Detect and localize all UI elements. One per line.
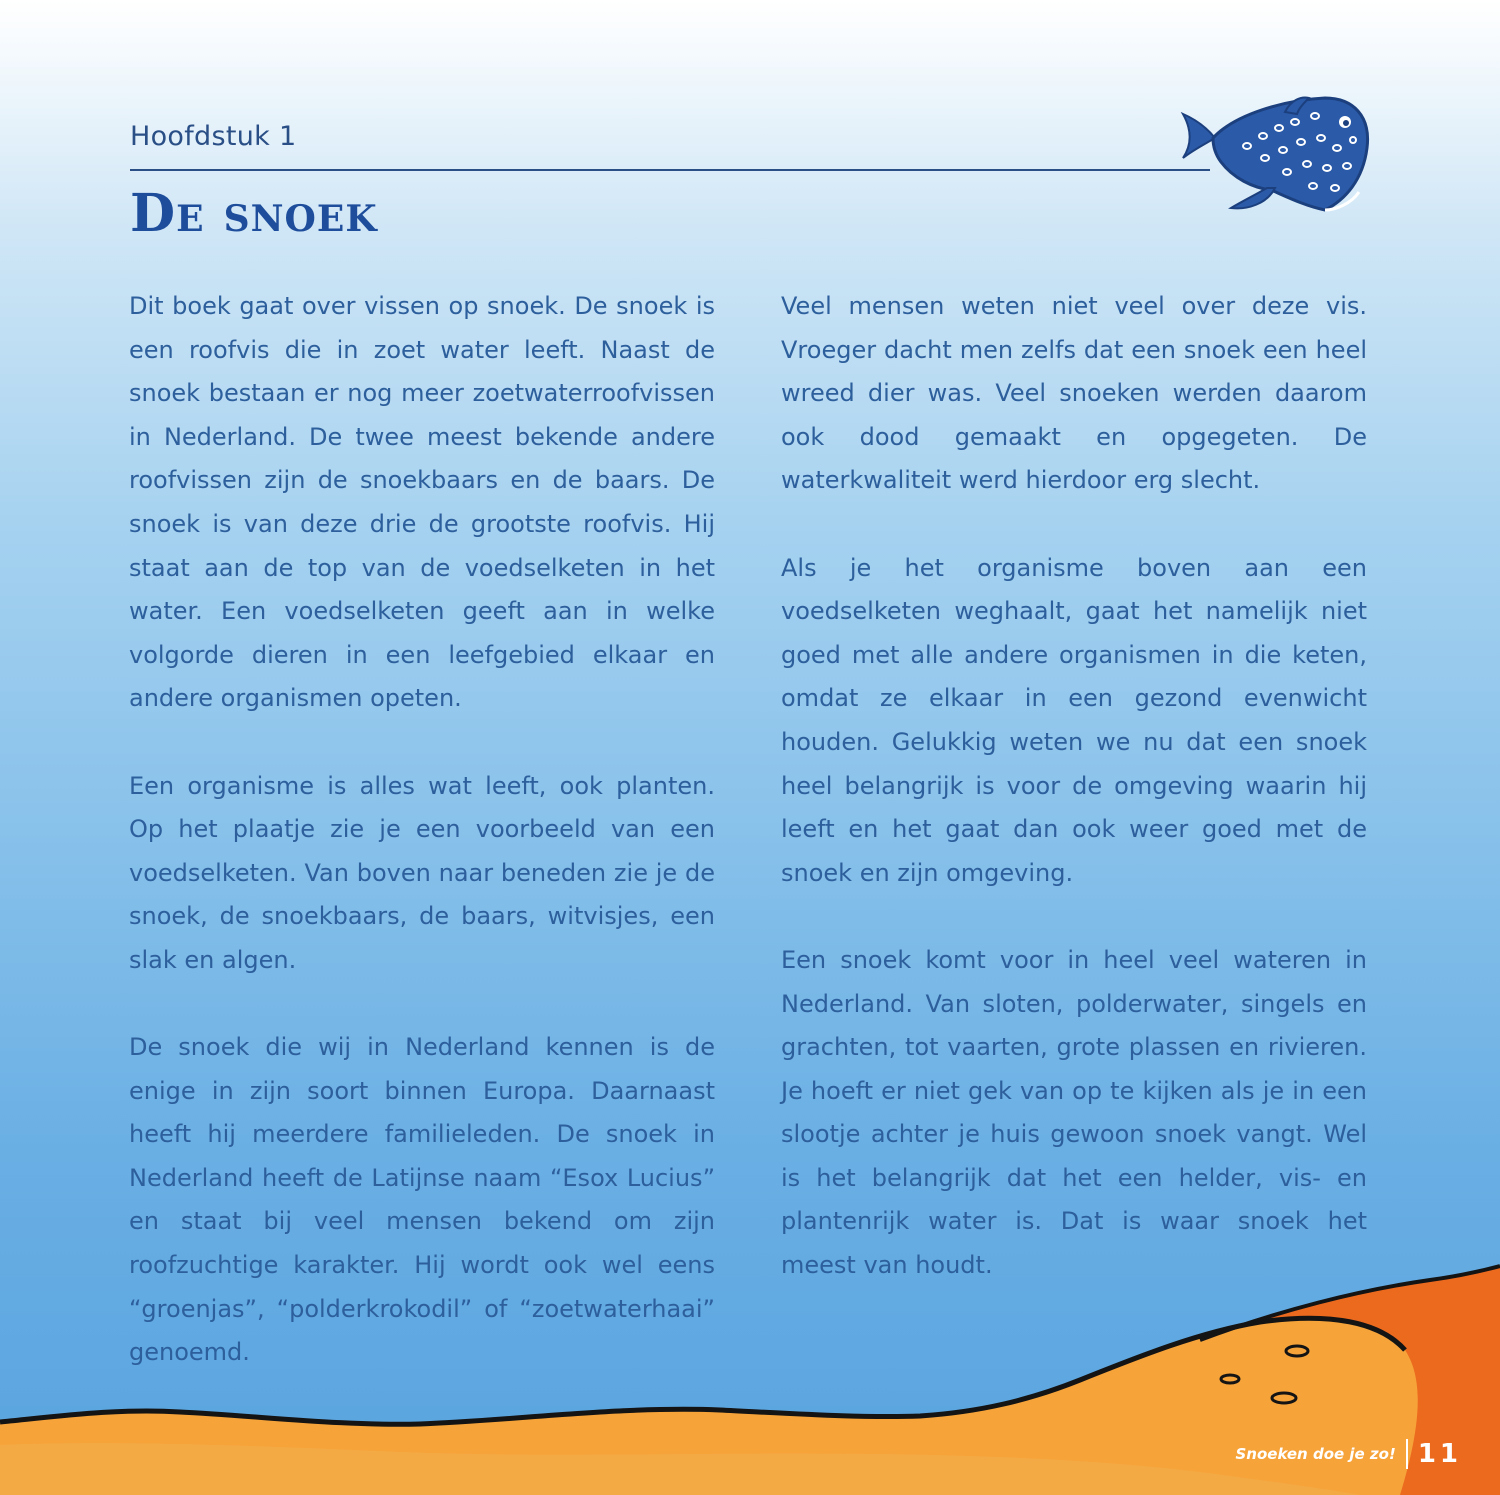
header-rule: [130, 169, 1210, 171]
paragraph: Een snoek komt voor in heel veel wateren in Nederland. Van sloten, polderwater, singels en grachten, tot vaarten, grote plassen en rivieren. Je hoeft er niet gek van op te kijken als je in een slootje achter je huis gewoon snoek vangt. Wel is het belangrijk dat het een helder, vis- en plantenrijk water is. Dat is waar snoek het meest van houdt.: [781, 945, 1367, 1280]
right-column: [781, 285, 1367, 1331]
paragraph: De snoek die wij in Nederland kennen is de enige in zijn soort binnen Europa. Daarnaast heeft hij meerdere familieleden. De snoek in Nederland heeft de Latijnse naam “Esox Lucius” en staat bij veel mensen bekend om zijn roofzuchtige karakter. Hij wordt ook wel eens “groenjas”, “polderkrokodil” of “zoetwaterhaai” genoemd.: [129, 1033, 715, 1367]
paragraph: Een organisme is alles wat leeft, ook planten. Op het plaatje zie je een voorbeeld van een voedselketen. Van boven naar beneden zie je de snoek, de snoekbaars, de baars, witvisjes, een slak en algen.: [129, 771, 715, 974]
page-number: 11: [1417, 1439, 1462, 1469]
paragraph: Veel mensen weten niet veel over deze vis. Vroeger dacht men zelfs dat een snoek een heel wreed dier was. Veel snoeken werden daarom ook dood gemaakt en opgegeten. De waterkwaliteit werd hierdoor erg slecht.: [781, 292, 1367, 495]
footer-divider: [1406, 1439, 1408, 1469]
page-title: De snoek: [130, 183, 378, 244]
paragraph: Als je het organisme boven aan een voedselketen weghaalt, gaat het namelijk niet goed met alle andere organismen in die keten, omdat ze elkaar in een gezond evenwicht houden. Gelukkig weten we nu dat een snoek heel belangrijk is voor de omgeving waarin hij leeft en het gaat dan ook weer goed met de snoek en zijn omgeving.: [781, 553, 1367, 887]
fish-icon: [1175, 92, 1375, 222]
page-footer: [1235, 1439, 1462, 1469]
footer-book-title: Snoeken doe je zo!: [1235, 1445, 1396, 1463]
paragraph: Dit boek gaat over vissen op snoek. De snoek is een roofvis die in zoet water leeft. Naast de snoek bestaan er nog meer zoetwaterroofvissen in Nederland. De twee meest bekende andere roofvissen zijn de snoekbaars en de baars. De snoek is van deze drie de grootste roofvis. Hij staat aan de top van de voedselketen in het water. Een voedselketen geeft aan in welke volgorde dieren in een leefgebied elkaar en andere organismen opeten.: [129, 292, 715, 713]
chapter-label: Hoofdstuk 1: [130, 121, 297, 152]
